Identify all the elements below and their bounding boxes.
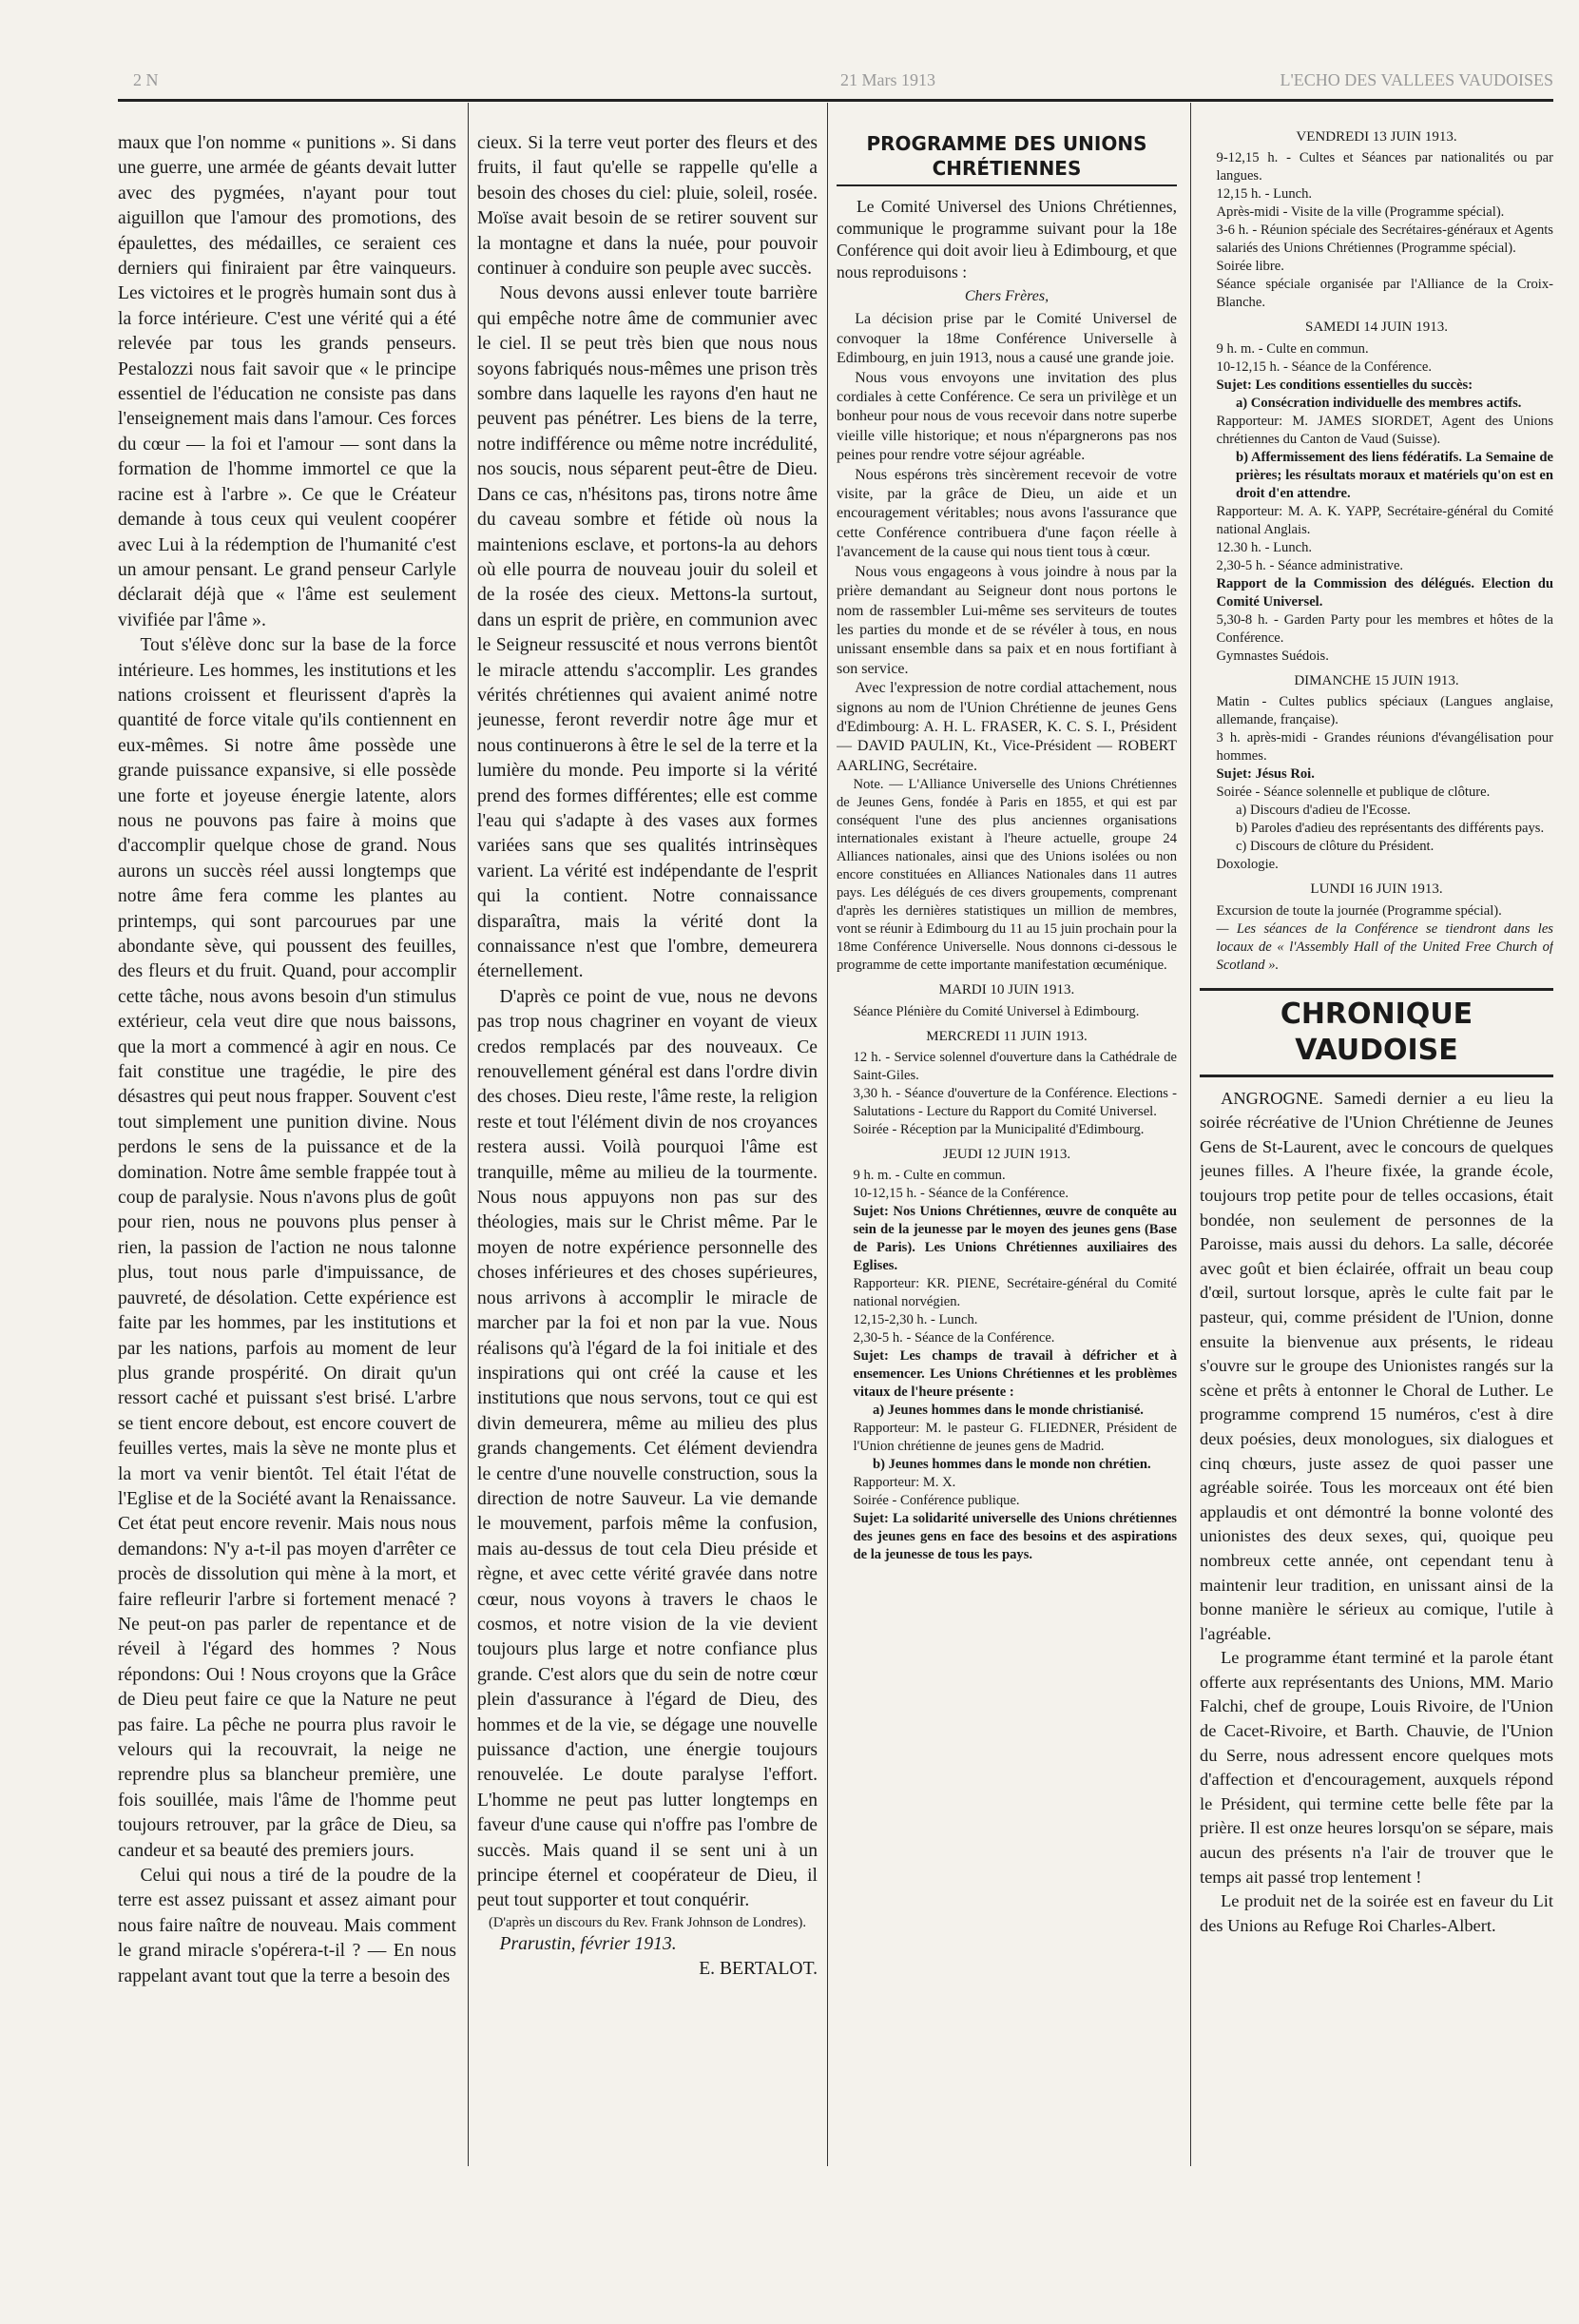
program-line: Rapporteur: M. le pasteur G. FLIEDNER, Président de l'Union chrétienne de jeunes gens de Madrid. (853, 1421, 1177, 1455)
note-paragraph: Note. — L'Alliance Universelle des Unions Chrétiennes de Jeunes Gens, fondée à Paris en 1855, et qui est par conséquent l'une des plus anciennes organisations internationales existant à l'heure actuelle, groupe 24 Alliances nationales, ainsi que des Unions isolées ou non encore constituées en Alliances Nationales dans 11 autres pays. Les délégués de ces divers groupements, comprenant d'après les dernières statistiques un million de membres, vont se réunir à Edimbourg du 11 au 15 juin prochain pour la 18me Conférence Universelle. Nous donnons ci-dessous le programme de cette importante manifestation œcuménique. (837, 777, 1177, 974)
program-line: Soirée - Séance solennelle et publique de clôture. (1216, 784, 1491, 801)
program-line: 9 h. m. - Culte en commun. (853, 1168, 1006, 1184)
program-line: 12,15-2,30 h. - Lunch. (853, 1312, 978, 1328)
program-line: Sujet: Nos Unions Chrétiennes, œuvre de conquête au sein de la jeunesse par le moyen des jeunes gens (Base de Paris). Les Unions Chrétiennes auxiliaires des Eglises. (853, 1204, 1177, 1274)
page-number: 2 N (133, 70, 159, 89)
column-2 (477, 131, 818, 2147)
program-line: Soirée - Conférence publique. (853, 1493, 1020, 1509)
program-line: b) Paroles d'adieu des représentants des différents pays. (1235, 821, 1545, 837)
masthead-title: L'ECHO DES VALLEES VAUDOISES (1280, 70, 1553, 89)
program-line: Rapporteur: M. A. K. YAPP, Secrétaire-général du Comité national Anglais. (1216, 503, 1553, 537)
article-paragraph: Tout s'élève donc sur la base de la force intérieure. Les hommes, les institutions et les nations croissent et fleurissent d'après la quantité de force vitale qu'ils contiennent en eux-mêmes. Si notre âme possède une grande puissance expansive, si elle possède une forte et joyeuse énergie latente, alors nous ne pouvons pas faire à moins que d'accomplir quelque chose de grand. Nous aurons un succès réel aussi longtemps que notre âme fera comme les plantes au printemps, qui sont parcourues par une abondante sève, qui poussent des feuilles, des fleurs et du fruit. Quand, pour accomplir cette tâche, nous avons besoin d'un stimulus extérieur, cela veut dire que nous baissons, que la mort a commencé à agir en nous. Ce fait constitue une tragédie, le pire des désastres qui peut nous frapper. Souvent c'est tout simplement une punition divine. Nous perdons le sens de la puissance et de la domination. Notre âme semble frappée tout à coup de paralysie. Nous n'avons plus de goût pour rien, nous ne pouvons plus penser à rien, la passion de l'action ne nous talonne plus, tout nous parle d'impuissance, de pauvreté, de désolation. Cette expérience est faite par les hommes, par les institutions et par les nations, parfois au moment de leur plus grande prospérité. On dirait qu'un ressort caché et puissant s'est brisé. L'arbre se tient encore debout, est encore couvert de feuilles vertes, mais la sève ne monte plus et la mort va venir bientôt. Tel était l'état de l'Eglise et de la Société avant la Renaissance. Cet état peut encore revenir. Mais nous nous demandons: N'y a-t-il pas moyen d'arrêter ce procès de dissolution qui mène à la mort, et faire refleurir l'arbre si fortement menacé ? Ne peut-on pas parler de repentance et de réveil à l'égard des hommes ? Nous répondons: Oui ! Nous croyons que la Grâce de Dieu peut faire ce que la Nature ne peut pas faire. La pêche ne pourra plus ravoir le velours qui la recouvrait, la neige ne reprendre plus sa blancheur première, une fois souillée, mais l'âme de l'homme peut toujours retrouver, par la grâce de Dieu, sa candeur et sa beauté des premiers jours. (118, 635, 456, 1861)
chronique-paragraph: Le programme étant terminé et la parole étant offerte aux représentants des Unions, MM. Mario Falchi, chef de groupe, Louis Rivoire, de l'Union de Cacet-Rivoire, et Barth. Chauvie, de l'Union du Serre, nous adressent encore quelques mots d'affection et d'encouragement, auxquels répond le Président, qui termine cette belle fête par la prière. Il est onze heures lorsqu'on se sépare, mais aucun des présents n'a l'air de trouver que le temps ait passé trop lentement ! (1200, 1648, 1553, 1887)
program-line: Rapporteur: M. X. (853, 1475, 956, 1491)
article-paragraph: Celui qui nous a tiré de la poudre de la terre est assez puissant et assez aimant pour nous faire naître de nouveau. Mais comment le grand miracle s'opérera-t-il ? — En nous rappelant avant tout que la terre a besoin des (118, 1866, 456, 1986)
program-line: Soirée libre. (1216, 259, 1284, 275)
column-divider (468, 103, 469, 2166)
program-line: Excursion de toute la journée (Programme spécial). (1216, 902, 1502, 919)
program-line: 10-12,15 h. - Séance de la Conférence. (853, 1186, 1069, 1202)
place-date: Prarustin, février 1913. (499, 1933, 677, 1954)
letter-paragraph: Nous vous engageons à vous joindre à nous par la prière demandant au Seigneur dont nous portons le nom de rassembler Lui-même ses serviteurs de toutes les parties du monde et de se révéler à tous, en nous unissant ensemble dans sa paix et en nous fortifiant à son service. (837, 563, 1177, 677)
program-line: Sujet: Les champs de travail à défricher et à ensemencer. Les Unions Chrétiennes et les problèmes vitaux de l'heure présente : (853, 1348, 1177, 1401)
column-3 (837, 131, 1177, 2128)
program-day: MERCREDI 11 JUIN 1913. (926, 1028, 1088, 1044)
header-rule (118, 99, 1553, 102)
program-line: 12 h. - Service solennel d'ouverture dans la Cathédrale de Saint-Giles. (853, 1049, 1177, 1083)
program-line: 3 h. après-midi - Grandes réunions d'évangélisation pour hommes. (1216, 730, 1553, 765)
program-line: 3,30 h. - Séance d'ouverture de la Conférence. Elections - Salutations - Lecture du Rapport du Comité Universel. (853, 1085, 1177, 1119)
program-line: 12.30 h. - Lunch. (1216, 539, 1313, 555)
program-line: 12,15 h. - Lunch. (1216, 186, 1313, 203)
section-title: PROGRAMME DES UNIONS CHRÉTIENNES (837, 131, 1177, 186)
program-line: 10-12,15 h. - Séance de la Conférence. (1216, 358, 1433, 375)
program-line: Rapporteur: M. JAMES SIORDET, Agent des Unions chrétiennes du Canton de Vaud (Suisse). (1216, 413, 1553, 447)
program-day: JEUDI 12 JUIN 1913. (942, 1146, 1071, 1162)
program-line: b) Affermissement des liens fédératifs. La Semaine de prières; les résultats moraux et matériels qu'on est en droit d'en attendre. (1235, 449, 1553, 501)
chronique-paragraph: Le produit net de la soirée est en faveur du Lit des Unions au Refuge Roi Charles-Albert. (1200, 1891, 1553, 1935)
article-paragraph: Nous devons aussi enlever toute barrière qui empêche notre âme de communier avec le ciel. Il se peut très bien que nous nous soyons fabriqués nous-mêmes une prison très sombre dans laquelle les rayons d'en haut ne peuvent pas pénétrer. Les biens de la terre, notre indifférence ou même notre incrédulité, nos soucis, nous séparent peut-être de Dieu. Dans ce cas, n'hésitons pas, tirons notre âme du caveau sombre et fétide où nous la maintenions esclave, et portons-la au dehors où elle pourra de nouveau jouir du soleil et de la rosée des cieux. Mettons-la surtout, dans un esprit de prière, en communion avec le Seigneur ressuscité et nous verrons bientôt le miracle attendu s'accomplir. Les grandes vérités chrétiennes qui avaient animé notre jeunesse, feront reverdir notre âge mur et nous continuerons à être le sel de la terre et la lumière du monde. Peu importe si la vérité prend des formes différentes; elle est comme l'eau qui s'adapte à des vases aux formes variées sans que ses qualités intrinsèques varient. La vérité est indépendante de l'esprit qui la contient. Notre connaissance disparaîtra, mais la vérité dont la connaissance n'est que l'ombre, demeurera éternellement. (477, 283, 818, 982)
program-line: Gymnastes Suédois. (1216, 648, 1329, 664)
program-line: Séance spéciale organisée par l'Alliance de la Croix-Blanche. (1216, 277, 1553, 311)
program-line: Après-midi - Visite de la ville (Programme spécial). (1216, 204, 1505, 221)
program-day: VENDREDI 13 JUIN 1913. (1296, 129, 1457, 145)
program-line: 9 h. m. - Culte en commun. (1216, 340, 1369, 357)
program-line: 9-12,15 h. - Cultes et Séances par nationalités ou par langues. (1216, 150, 1553, 184)
program-line: Sujet: Les conditions essentielles du succès: (1216, 377, 1473, 393)
program-line: 2,30-5 h. - Séance administrative. (1216, 557, 1404, 573)
program-line: Soirée - Réception par la Municipalité d'Edimbourg. (853, 1121, 1145, 1137)
program-line: c) Discours de clôture du Président. (1235, 839, 1435, 855)
program-line: 3-6 h. - Réunion spéciale des Secrétaires-généraux et Agents salariés des Unions Chrétiennes (Programme spécial). (1216, 223, 1553, 257)
program-day: SAMEDI 14 JUIN 1913. (1305, 320, 1448, 336)
program-line: b) Jeunes hommes dans le monde non chrétien. (872, 1457, 1151, 1473)
column-divider (1190, 103, 1191, 2166)
chronique-title: CHRONIQUE VAUDOISE (1200, 988, 1553, 1077)
program-line: Sujet: La solidarité universelle des Unions chrétiennes des jeunes gens en face des besoins et des aspirations de la jeunesse de tous les pays. (853, 1511, 1177, 1563)
program-day: DIMANCHE 15 JUIN 1913. (1294, 672, 1459, 688)
program-line: Doxologie. (1216, 857, 1279, 873)
program-line: 2,30-5 h. - Séance de la Conférence. (853, 1330, 1055, 1346)
page-header (118, 68, 1563, 101)
program-line: Sujet: Jésus Roi. (1216, 766, 1315, 783)
program-line: Matin - Cultes publics spéciaux (Langues anglaise, allemande, française). (1216, 694, 1553, 728)
program-line: a) Discours d'adieu de l'Ecosse. (1235, 803, 1411, 819)
letter-paragraph: La décision prise par le Comité Universel de convoquer la 18me Conférence Universelle à Edimbourg, en juin 1913, nous a causé une grande joie. (837, 311, 1177, 367)
source-note: (D'après un discours du Rev. Frank Johnson de Londres). (488, 1914, 807, 1930)
letter-paragraph: Nous espérons très sincèrement recevoir de votre visite, par la grâce de Dieu, un aide et un encouragement véritables; nous avons l'assurance que cette Conférence contribuera d'une façon réelle à l'avancement de la cause qui nous tient tous à cœur. (837, 466, 1177, 561)
program-line: — Les séances de la Conférence se tiendront dans les locaux de « l'Assembly Hall of the United Free Church of Scotland ». (1216, 920, 1553, 973)
program-line: Séance Plénière du Comité Universel à Edimbourg. (853, 1003, 1140, 1019)
program-line: 5,30-8 h. - Garden Party pour les membres et hôtes de la Conférence. (1216, 611, 1553, 646)
program-day: LUNDI 16 JUIN 1913. (1310, 881, 1443, 898)
author-signature: E. BERTALOT. (699, 1959, 818, 1980)
program-line: Rapporteur: KR. PIENE, Secrétaire-général du Comité national norvégien. (853, 1276, 1177, 1310)
intro-paragraph: Le Comité Universel des Unions Chrétiennes, communique le programme suivant pour la 18e Conférence qui doit avoir lieu à Edimbourg, et que nous reproduisons : (837, 197, 1177, 281)
chronique-paragraph: ANGROGNE. Samedi dernier a eu lieu la soirée récréative de l'Union Chrétienne de Jeunes Gens de St-Laurent, avec le concours de quelques jeunes filles. A l'heure fixée, la grande école, toujours trop petite pour de telles occasions, était bondée, non seulement de personnes de la Paroisse, mais aussi du dehors. La salle, décorée avec goût et bien éclairée, offrait un beau coup d'œil, surtout lorsque, après le culte fait par le pasteur, qui, comme président de l'Union, donne ensuite la bienvenue aux présents, le rideau s'ouvre sur le groupe des Unionistes rangés sur la scène et prêts à entonner le Choral de Luther. Le programme comprend 15 numéros, c'est à dire deux poésies, deux monologues, six dialogues et cinq chœurs, juste assez de quoi passer une agréable soirée. Tous les morceaux ont été bien applaudis et ont démontré la bonne volonté des unionistes des deux sexes, qui, quoique peu nombreux cette année, ont cependant tenu à maintenir leur tradition, en unissant ainsi de la bonne manière le sérieux au comique, l'utile à l'agréable. (1200, 1088, 1553, 1643)
column-divider (827, 103, 828, 2166)
column-4 (1200, 127, 1553, 2181)
article-paragraph: cieux. Si la terre veut porter des fleurs et des fruits, il faut qu'elle se rappelle qu'elle a besoin des choses du ciel: pluie, soleil, rosée. Moïse avait besoin de se retirer souvent sur la montagne et dans la nuée, pour pouvoir continuer à conduire son peuple avec succès. (477, 133, 818, 280)
program-line: Rapport de la Commission des délégués. Election du Comité Universel. (1216, 575, 1553, 610)
salutation: Chers Frères, (964, 288, 1049, 304)
letter-paragraph: Avec l'expression de notre cordial attachement, nous signons au nom de l'Union Chrétienne de jeunes Gens d'Edimbourg: A. H. L. FRASER, K. C. S. I., Président — DAVID PAULIN, Kt., Vice-Président — ROBERT AARLING, Secrétaire. (837, 680, 1177, 774)
article-paragraph: D'après ce point de vue, nous ne devons pas trop nous chagriner en voyant de vieux credos remplacés par des nouveaux. Ce renouvellement général est dans l'ordre divin des choses. Dieu reste, l'âme reste, la religion reste et tout l'élément divin de nos croyances restera aussi. Voilà pourquoi l'âme est tranquille, même au milieu de la tourmente. Nous nous appuyons non pas sur des théologies, mais sur le Christ même. Par le moyen de notre expérience personnelle des choses inférieures et des choses supérieures, nous arrivons à accomplir le miracle de marcher par la foi et non par la vue. Nous réalisons qu'à l'égard de la foi initiale et des inspirations qui ont créé la cause et les institutions que nous servons, tout ce qui est divin demeurera, même au milieu des plus grands changements. Cet élément deviendra le centre d'une nouvelle construction, sous la direction de notre Sauveur. La vie demande le mouvement, parfois même la confusion, mais au-dessus de tout cela Dieu préside et règne, et avec cette vérité gravée dans notre cœur, nous voyons à travers le chaos le cosmos, et notre vision de la vie devient toujours plus large et notre confiance plus grande. C'est alors que du sein de notre cœur plein d'assurance à l'égard de Dieu, des hommes et de la vie, se dégage une nouvelle puissance d'action, une énergie toujours renouvelée. Le doute paralyse l'effort. L'homme ne peut pas lutter longtemps en faveur d'une cause qui n'offre pas l'ombre de succès. Mais quand il se sent uni à un principe éternel et coopérateur de Dieu, il peut tout supporter et tout conquérir. (477, 986, 818, 1911)
issue-date: 21 Mars 1913 (840, 70, 935, 89)
program-day: MARDI 10 JUIN 1913. (938, 982, 1075, 998)
column-1 (118, 131, 456, 2147)
article-paragraph: maux que l'on nomme « punitions ». Si dans une guerre, une armée de géants devait lutter avec des pygmées, n'ayant pour tout aiguillon que l'amour des promotions, des épaulettes, des médailles, ce seraient ces derniers qui finiraient par être vainqueurs. Les victoires et le progrès humain sont dus à la force intérieure. C'est une vérité qui a été relevée par tous les grands penseurs. Pestalozzi nous fait savoir que « le principe essentiel de l'éducation ne consiste pas dans l'enseignement mais dans l'amour. Ces forces du cœur — la foi et l'amour — sont dans la formation de l'homme immortel ce que la racine est à l'arbre ». Ce que le Créateur demande à tous ceux qui veulent coopérer avec Lui à la rédemption de l'humanité c'est un amour pensant. Le grand penseur Carlyle déclarait déjà que « l'âme est seulement vivifiée par l'âme ». (118, 133, 456, 630)
program-line: a) Consécration individuelle des membres actifs. (1235, 395, 1522, 411)
letter-paragraph: Nous vous envoyons une invitation des plus cordiales à cette Conférence. Ce sera un privilège et un bonheur pour nous de vous recevoir dans notre superbe vieille ville historique; et nous n'épargnerons pas nos peines pour rendre votre séjour agréable. (837, 369, 1177, 464)
program-line: a) Jeunes hommes dans le monde christianisé. (872, 1403, 1144, 1419)
